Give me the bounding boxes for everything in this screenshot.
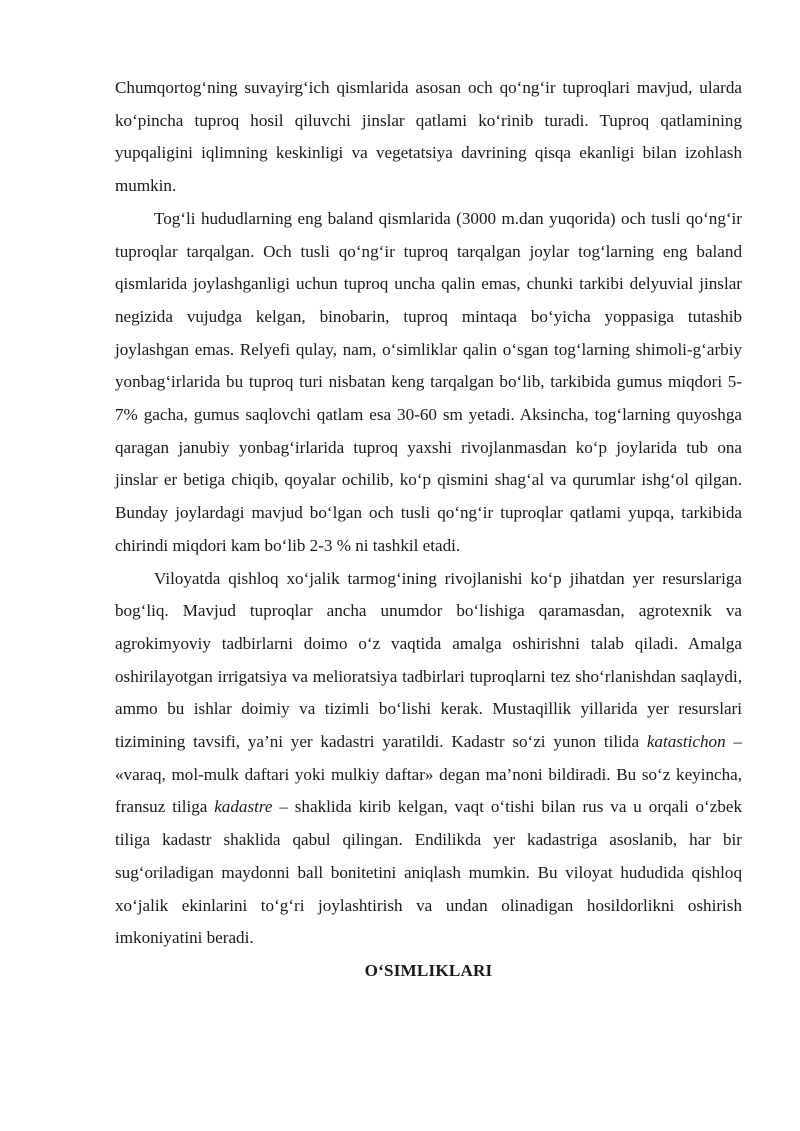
paragraph-light-brown-soils	[115, 203, 742, 563]
section-heading: O‘SIMLIKLARI	[364, 960, 493, 980]
paragraph-text: Tog‘li hududlarning eng baland qismlarida (3000 m.dan yuqorida) och tusli qo‘ng‘ir tuproqlar tarqalgan. Och tusli qo‘ng‘ir tuproq tarqalgan joylar tog‘larning eng baland qismlarida joylashganligi uchun tuproq uncha qalin emas, chunki tarkibi delyuvial jinslar negizida vujudga kelgan, binobarin, tuproq mintaqa bo‘yicha yoppasiga tutashib joylashgan emas. Relyefi qulay, nam, o‘simliklar qalin o‘sgan tog‘larning shimoli-g‘arbiy yonbag‘irlarida bu tuproq turi nisbatan keng tarqalgan bo‘lib, tarkibida gumus miqdori 5-7% gacha, gumus saqlovchi qatlam esa 30-60 sm yetadi. Aksincha, tog‘larning quyoshga qaragan janubiy yonbag‘irlarida tuproq yaxshi rivojlanmasdan ko‘p joylarida tub ona jinslar er betiga chiqib, qoyalar ochilib, ko‘p qismini shag‘al va qurumlar ishg‘ol qilgan. Bunday joylardagi mavjud bo‘lgan och tusli qo‘ng‘ir tuproqlar qatlami yupqa, tarkibida chirindi miqdori kam bo‘lib 2-3 % ni tashkil etadi.	[115, 208, 742, 555]
italic-term-katastichon: katastichon	[646, 732, 726, 752]
paragraph-text: – «varaq, mol-mulk daftari yoki mulkiy daftar» degan ma’noni bildiradi. Bu so‘z keyincha, fransuz tiliga	[115, 732, 743, 817]
paragraph-text: – shaklida kirib kelgan, vaqt o‘tishi bilan rus va u orqali o‘zbek tiliga kadastr shaklida qabul qilingan. Endilikda yer kadastriga asoslanib, har bir sug‘oriladigan maydonni ball bonitetini aniqlash mumkin. Bu viloyat hududida qishloq xo‘jalik ekinlarini to‘g‘ri joylashtirish va undan olinadigan hosildorlikni oshirish imkoniyatini beradi.	[115, 797, 742, 948]
paragraph-text: Viloyatda qishloq xo‘jalik tarmog‘ining rivojlanishi ko‘p jihatdan yer resurslariga bog‘liq. Mavjud tuproqlar ancha unumdor bo‘lishiga qaramasdan, agrotexnik va agrokimyoviy tadbirlarni doimo o‘z vaqtida amalga oshirishni talab qiladi. Amalga oshirilayotgan irrigatsiya va melioratsiya tadbirlari tuproqlarni tez sho‘rlanishdan saqlaydi, ammo bu ishlar doimiy va tizimli bo‘lishi kerak. Mustaqillik yillarida yer resurslari tizimining tavsifi, ya’ni yer kadastri yaratildi. Kadastr so‘zi yunon tilida	[115, 568, 742, 752]
paragraph-text: Chumqortog‘ning suvayirg‘ich qismlarida asosan och qo‘ng‘ir tuproqlari mavjud, ularda ko‘pincha tuproq hosil qiluvchi jinslar qatlami ko‘rinib turadi. Tuproq qatlamining yupqaligini iqlimning keskinligi va vegetatsiya davrining qisqa ekanligi bilan izohlash mumkin.	[115, 78, 742, 196]
italic-term-kadastre: kadastre	[214, 797, 273, 817]
paragraph-land-cadastre	[115, 563, 742, 955]
paragraph-soils-watershed	[115, 72, 742, 203]
document-page	[115, 72, 742, 988]
